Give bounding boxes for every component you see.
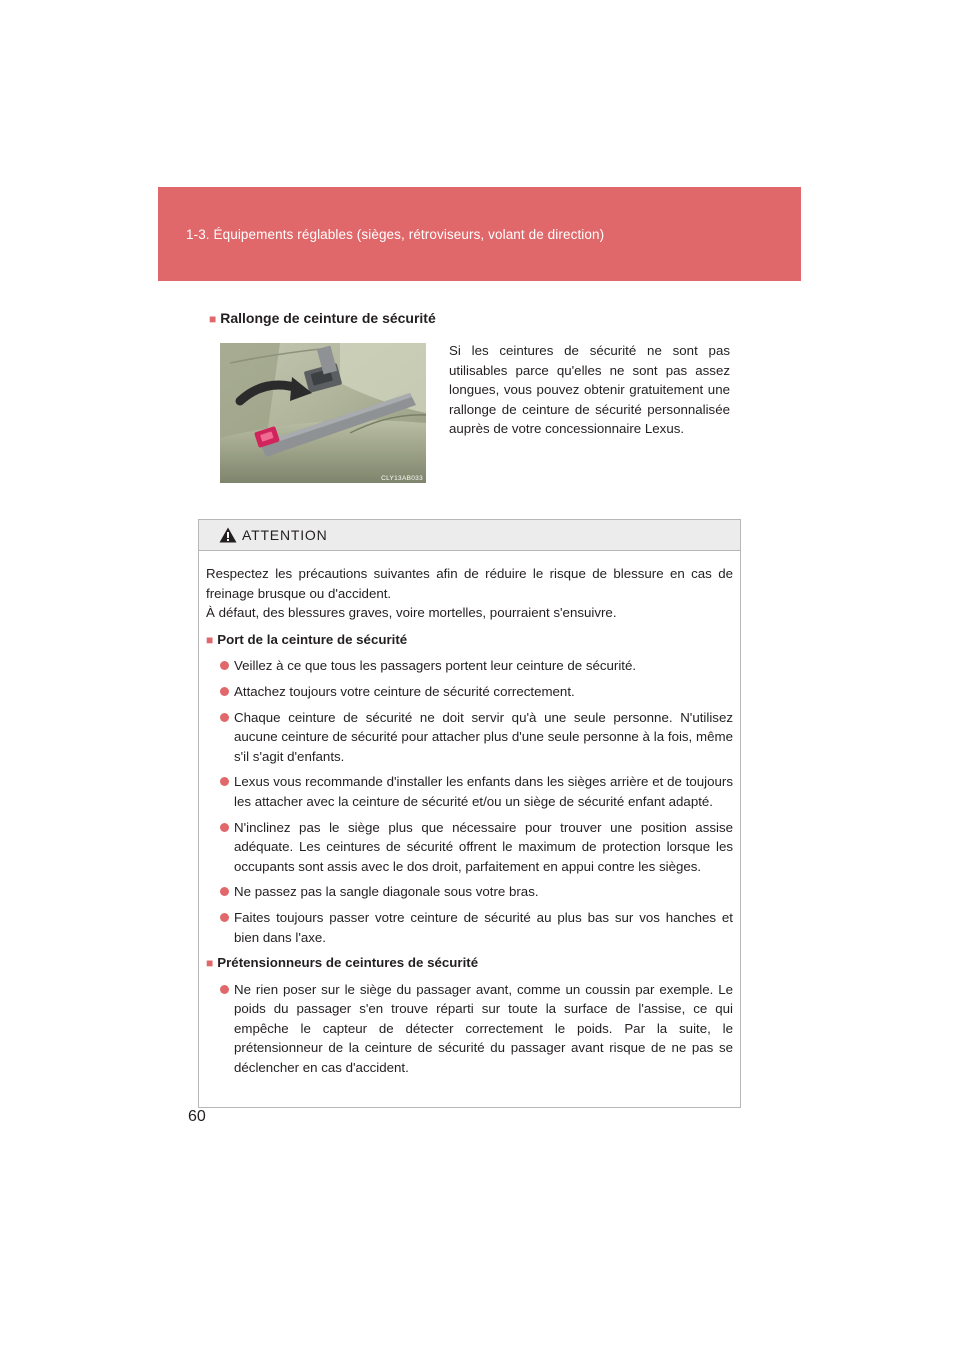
list-item-text: Attachez toujours votre ceinture de sécurité correctement. (234, 683, 575, 699)
bullet-dot-icon (220, 661, 229, 670)
chapter-title: 1-3. Équipements réglables (sièges, rétroviseurs, volant de direction) (186, 227, 605, 242)
list-item (206, 682, 733, 702)
list-item-text: Ne rien poser sur le siège du passager avant, comme un coussin par exemple. Le poids du passager s'en trouve réparti sur toute la surface de l'assise, ce qui empêche le capteur de détecter correctement le poids. Par la suite, le prétensionneur de la ceinture de sécurité du passager avant risque de ne pas se déclencher en cas d'accident. (234, 981, 733, 1076)
bullet-dot-icon (220, 823, 229, 832)
page-number: 60 (188, 1108, 206, 1125)
list-item-text: Chaque ceinture de sécurité ne doit servir qu'à une seule personne. N'utilisez aucune ceinture de sécurité pour attacher plus d'une seule personne à la fois, même s'il s'agit d'enfants. (234, 709, 733, 764)
square-bullet-icon: ■ (206, 632, 214, 647)
list-item (206, 818, 733, 877)
list-item (206, 980, 733, 1078)
warning-intro-line-1: Respectez les précautions suivantes afin de réduire le risque de blessure en cas de freinage brusque ou d'accident. (206, 566, 733, 601)
seatbelt-extender-photo (220, 343, 426, 483)
bullet-dot-icon (220, 777, 229, 786)
list-item-text: Faites toujours passer votre ceinture de sécurité au plus bas sur vos hanches et bien dans l'axe. (234, 909, 733, 945)
bullet-dot-icon (220, 985, 229, 994)
list-item (206, 882, 733, 902)
seatbelt-extender-illustration (220, 343, 426, 483)
square-bullet-icon: ■ (206, 956, 214, 971)
list-item (206, 772, 733, 811)
square-bullet-icon: ■ (209, 312, 217, 326)
pretensioners-list (206, 980, 733, 1078)
chapter-header-band (158, 187, 801, 281)
section-heading-text: Rallonge de ceinture de sécurité (220, 310, 436, 326)
subheading-text: Port de la ceinture de sécurité (217, 631, 408, 647)
list-item-text: Ne passez pas la sangle diagonale sous votre bras. (234, 884, 539, 900)
warning-body (199, 551, 740, 1078)
warning-title: ATTENTION (242, 527, 328, 543)
list-item-text: Veillez à ce que tous les passagers portent leur ceinture de sécurité. (234, 658, 637, 674)
section-heading (209, 310, 436, 326)
bullet-dot-icon (220, 713, 229, 722)
list-item (206, 708, 733, 767)
warning-triangle-icon (219, 527, 237, 543)
bullet-dot-icon (220, 913, 229, 922)
list-item (206, 656, 733, 676)
bullet-dot-icon (220, 687, 229, 696)
seatbelt-wearing-list (206, 656, 733, 947)
list-item (206, 908, 733, 947)
warning-box (198, 519, 741, 1108)
warning-intro-line-2: À défaut, des blessures graves, voire mortelles, pourraient s'ensuivre. (206, 605, 617, 621)
warning-subheading-pretensioners (206, 953, 733, 974)
list-item-text: N'inclinez pas le siège plus que nécessaire pour trouver une position assise adéquate. Les ceintures de sécurité offrent le maximum de protection lorsque les occupants sont assis avec le dos droit, parfaitement en appui contre les sièges. (234, 819, 733, 874)
warning-intro (206, 564, 733, 623)
warning-subheading-seatbelt-wearing (206, 630, 733, 651)
extender-description: Si les ceintures de sécurité ne sont pas utilisables parce qu'elles ne sont pas assez longues, vous pouvez obtenir gratuitement une rallonge de ceinture de sécurité personnalisée auprès de votre concessionnaire Lexus. (449, 343, 730, 437)
list-item-text: Lexus vous recommande d'installer les enfants dans les sièges arrière et de toujours les attacher avec la ceinture de sécurité et/ou un siège de sécurité enfant adapté. (234, 774, 733, 809)
subheading-text: Prétensionneurs de ceintures de sécurité (217, 955, 479, 971)
image-reference-code: CLY13AB033 (381, 475, 423, 482)
bullet-dot-icon (220, 887, 229, 896)
warning-header (199, 520, 740, 551)
